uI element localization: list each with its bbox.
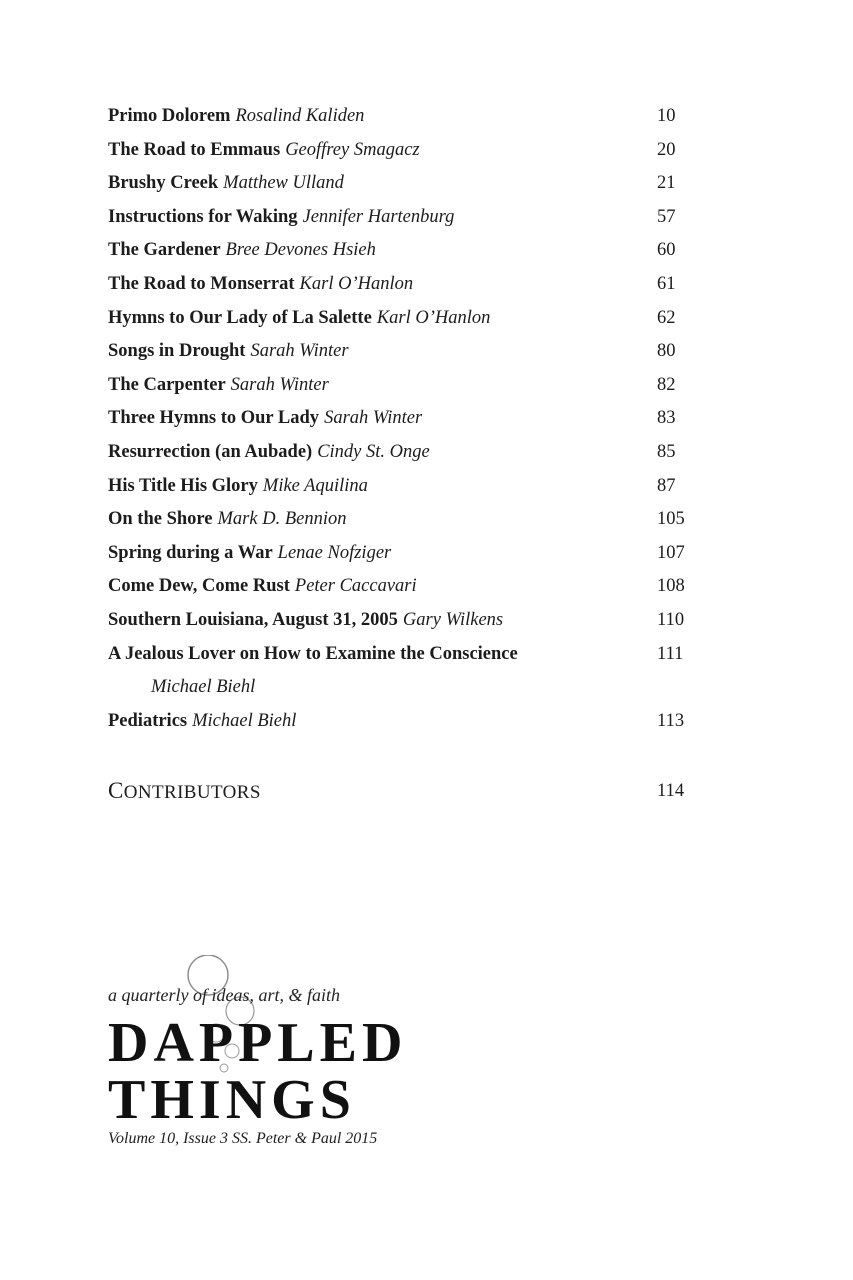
toc-entry — [108, 470, 708, 504]
toc-entry-title: Brushy Creek — [108, 173, 219, 194]
contributors-label: CONTRIBUTORS — [108, 778, 261, 803]
toc-entry-author: Lenae Nofziger — [277, 542, 392, 563]
toc-entry — [108, 537, 708, 571]
toc-entry-page-number: 107 — [657, 542, 685, 563]
toc-entry — [108, 100, 708, 134]
toc-entry — [108, 134, 708, 168]
toc-entry — [108, 335, 708, 369]
toc-entry-page-number: 111 — [657, 643, 684, 664]
toc-entry — [108, 234, 708, 268]
toc-entry-author: Matthew Ulland — [223, 173, 344, 194]
toc-entry-author: Peter Caccavari — [294, 576, 417, 597]
toc-entry-author: Jennifer Hartenburg — [302, 206, 455, 227]
toc-entry-title: The Road to Monserrat — [108, 273, 295, 294]
toc-entry — [108, 302, 708, 336]
masthead — [108, 955, 508, 1155]
toc-entry-author: Karl O’Hanlon — [376, 307, 491, 328]
toc-entry-author: Rosalind Kaliden — [235, 106, 365, 126]
toc-entry-page-number: 21 — [657, 173, 676, 194]
toc-entry — [108, 570, 708, 604]
toc-entry-author: Cindy St. Onge — [317, 441, 430, 462]
toc-entry-page-number: 83 — [657, 408, 676, 429]
toc-entry — [108, 604, 708, 638]
toc-entry-author: Mike Aquilina — [262, 475, 368, 496]
toc-entry-page-number: 20 — [657, 139, 676, 160]
toc-entry — [108, 503, 708, 537]
toc-entry-title: Three Hymns to Our Lady — [108, 408, 320, 429]
toc-entry — [108, 638, 708, 672]
toc-entry-title: A Jealous Lover on How to Examine the Conscience — [108, 643, 518, 664]
table-of-contents — [108, 100, 708, 738]
contributors-page-number: 114 — [657, 781, 685, 801]
toc-entry-title: Southern Louisiana, August 31, 2005 — [108, 609, 398, 630]
toc-entry-page-number: 82 — [657, 374, 676, 395]
toc-entry-page-number: 61 — [657, 273, 676, 294]
toc-entry-title: Pediatrics — [108, 710, 188, 731]
toc-entry-title: The Road to Emmaus — [108, 139, 281, 160]
toc-entry-title: Spring during a War — [108, 542, 273, 563]
toc-entry-author: Sarah Winter — [230, 374, 329, 395]
toc-entry — [108, 201, 708, 235]
toc-entry-page-number: 108 — [657, 576, 685, 597]
toc-entry-page-number: 62 — [657, 307, 676, 328]
toc-entry-page-number: 105 — [657, 509, 685, 530]
toc-entry-page-number: 85 — [657, 441, 676, 462]
toc-entry-title: Songs in Drought — [108, 341, 246, 362]
toc-entry-author: Geoffrey Smagacz — [285, 139, 420, 160]
masthead-title-line-2: THINGS — [108, 1069, 356, 1131]
toc-entry — [108, 402, 708, 436]
toc-entry — [108, 436, 708, 470]
toc-entry-page-number: 80 — [657, 341, 676, 362]
toc-entry-author: Gary Wilkens — [402, 609, 504, 630]
toc-entry-title: The Carpenter — [108, 374, 226, 395]
toc-entry-page-number: 110 — [657, 609, 685, 630]
toc-entry-author: Michael Biehl — [151, 677, 256, 698]
toc-entry-page-number: 87 — [657, 475, 676, 496]
toc-entry-title: The Gardener — [108, 240, 221, 261]
toc-entry-title: Come Dew, Come Rust — [108, 576, 290, 597]
tagline: a quarterly of ideas, art, & faith — [108, 985, 340, 1005]
toc-entry — [108, 671, 708, 705]
volume-info: Volume 10, Issue 3 SS. Peter & Paul 2015 — [108, 1130, 378, 1147]
toc-entry-author: Michael Biehl — [192, 710, 297, 731]
toc-entry-page-number: 113 — [657, 710, 685, 731]
toc-entry-author: Sarah Winter — [324, 408, 423, 429]
toc-entry — [108, 705, 708, 739]
toc-entry-title: His Title His Glory — [108, 475, 258, 496]
toc-entry — [108, 268, 708, 302]
toc-entry-page-number: 57 — [657, 206, 676, 227]
toc-entry-page-number: 60 — [657, 240, 676, 261]
masthead-title-line-1: DAPPLED — [108, 1012, 408, 1074]
toc-entry-author: Bree Devones Hsieh — [225, 240, 376, 261]
toc-entry-title: Primo Dolorem — [108, 106, 231, 126]
toc-entry-title: Resurrection (an Aubade) — [108, 441, 313, 462]
toc-entry-author: Mark D. Bennion — [217, 509, 347, 530]
toc-entry-page-number: 10 — [657, 106, 676, 126]
toc-entry-title: Instructions for Waking — [108, 206, 298, 227]
contributors-entry — [108, 777, 708, 805]
toc-entry — [108, 369, 708, 403]
toc-entry — [108, 167, 708, 201]
toc-entry-author: Sarah Winter — [250, 341, 349, 362]
toc-entry-title: Hymns to Our Lady of La Salette — [108, 307, 372, 328]
toc-entry-title: On the Shore — [108, 509, 213, 530]
toc-entry-author: Karl O’Hanlon — [299, 273, 414, 294]
